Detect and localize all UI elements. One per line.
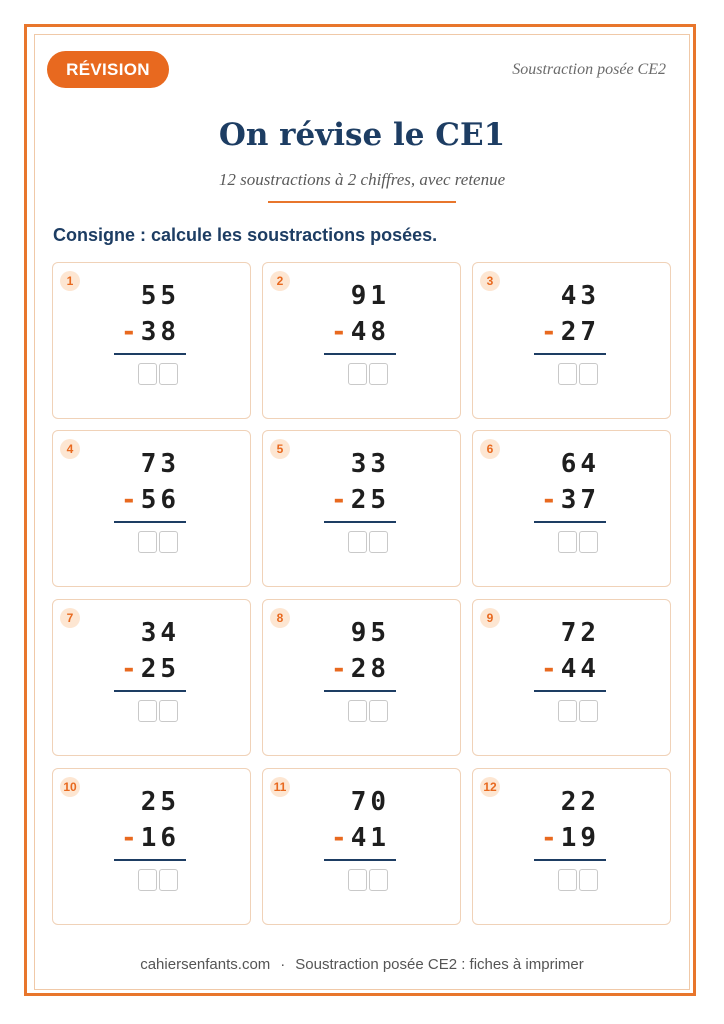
minus-sign: -	[121, 485, 141, 515]
exercise-number: 10	[60, 777, 80, 797]
exercise-card	[262, 768, 461, 925]
answer-digit-box[interactable]	[558, 700, 577, 722]
minus-sign: -	[331, 317, 351, 347]
exercise-card	[52, 262, 251, 419]
result-rule	[534, 353, 606, 355]
answer-digit-box[interactable]	[558, 531, 577, 553]
exercise-card	[472, 430, 671, 587]
result-rule	[324, 353, 396, 355]
exercise-number: 5	[270, 439, 290, 459]
answer-digit-box[interactable]	[138, 531, 157, 553]
subtrahend-line	[541, 823, 600, 853]
exercise-card	[472, 262, 671, 419]
minus-sign: -	[331, 654, 351, 684]
answer-digit-box[interactable]	[369, 869, 388, 891]
minuend: 73	[140, 449, 180, 479]
minus-sign: -	[121, 654, 141, 684]
minus-sign: -	[331, 485, 351, 515]
subtrahend: 25	[350, 485, 390, 515]
exercise-number: 3	[480, 271, 500, 291]
subtrahend-line	[541, 317, 600, 347]
minuend: 95	[350, 618, 390, 648]
footer	[0, 956, 724, 973]
result-rule	[114, 690, 186, 692]
minuend: 64	[560, 449, 600, 479]
subtrahend: 41	[350, 823, 390, 853]
exercise-number: 1	[60, 271, 80, 291]
subtrahend: 19	[560, 823, 600, 853]
subtrahend-line	[331, 823, 390, 853]
exercise-card	[472, 599, 671, 756]
answer-digit-box[interactable]	[558, 363, 577, 385]
subtrahend-line	[541, 485, 600, 515]
exercise-card	[262, 430, 461, 587]
answer-digit-box[interactable]	[369, 531, 388, 553]
subtrahend: 25	[140, 654, 180, 684]
subtrahend: 16	[140, 823, 180, 853]
answer-digit-box[interactable]	[159, 700, 178, 722]
answer-digit-box[interactable]	[138, 363, 157, 385]
minuend: 55	[140, 281, 180, 311]
instruction-text: Consigne : calcule les soustractions posées.	[53, 225, 438, 245]
answer-digit-box[interactable]	[579, 700, 598, 722]
answer-digit-box[interactable]	[579, 363, 598, 385]
answer-digit-box[interactable]	[159, 869, 178, 891]
subtrahend: 38	[140, 317, 180, 347]
minus-sign: -	[541, 317, 561, 347]
answer-digit-box[interactable]	[138, 700, 157, 722]
result-rule	[534, 521, 606, 523]
subtrahend: 48	[350, 317, 390, 347]
subtrahend-line	[121, 485, 180, 515]
subtrahend-line	[541, 654, 600, 684]
result-rule	[114, 353, 186, 355]
subtrahend-line	[331, 485, 390, 515]
minuend: 43	[560, 281, 600, 311]
result-rule	[324, 690, 396, 692]
minus-sign: -	[541, 654, 561, 684]
subtrahend-line	[121, 654, 180, 684]
answer-digit-box[interactable]	[348, 700, 367, 722]
minuend: 72	[560, 618, 600, 648]
subtrahend-line	[121, 317, 180, 347]
minus-sign: -	[121, 317, 141, 347]
exercise-number: 4	[60, 439, 80, 459]
minus-sign: -	[331, 823, 351, 853]
exercise-number: 7	[60, 608, 80, 628]
subtrahend-line	[121, 823, 180, 853]
exercise-grid	[52, 262, 672, 926]
minuend: 33	[350, 449, 390, 479]
answer-digit-box[interactable]	[348, 869, 367, 891]
exercise-number: 11	[270, 777, 290, 797]
result-rule	[114, 859, 186, 861]
minuend: 91	[350, 281, 390, 311]
revision-badge: RÉVISION	[47, 51, 169, 88]
header-topic: Soustraction posée CE2	[512, 61, 666, 78]
minus-sign: -	[541, 485, 561, 515]
subtrahend-line	[331, 654, 390, 684]
minuend: 22	[560, 787, 600, 817]
footer-separator: ·	[280, 956, 286, 973]
subtrahend: 37	[560, 485, 600, 515]
subtrahend: 44	[560, 654, 600, 684]
exercise-number: 9	[480, 608, 500, 628]
answer-digit-box[interactable]	[558, 869, 577, 891]
answer-digit-box[interactable]	[579, 869, 598, 891]
exercise-card	[52, 599, 251, 756]
answer-digit-box[interactable]	[138, 869, 157, 891]
exercise-card	[262, 599, 461, 756]
exercise-number: 12	[480, 777, 500, 797]
page-subtitle: 12 soustractions à 2 chiffres, avec retenue	[218, 170, 506, 189]
minuend: 34	[140, 618, 180, 648]
exercise-number: 8	[270, 608, 290, 628]
exercise-card	[262, 262, 461, 419]
answer-digit-box[interactable]	[579, 531, 598, 553]
footer-text: Soustraction posée CE2 : fiches à imprimer	[295, 956, 584, 973]
answer-digit-box[interactable]	[348, 531, 367, 553]
exercise-number: 2	[270, 271, 290, 291]
exercise-card	[472, 768, 671, 925]
answer-digit-box[interactable]	[348, 363, 367, 385]
minuend: 70	[350, 787, 390, 817]
minuend: 25	[140, 787, 180, 817]
result-rule	[324, 859, 396, 861]
subtrahend: 56	[140, 485, 180, 515]
exercise-number: 6	[480, 439, 500, 459]
subtrahend: 28	[350, 654, 390, 684]
result-rule	[534, 690, 606, 692]
exercise-card	[52, 430, 251, 587]
title-underline	[268, 201, 456, 203]
result-rule	[114, 521, 186, 523]
answer-digit-box[interactable]	[159, 363, 178, 385]
minus-sign: -	[121, 823, 141, 853]
result-rule	[534, 859, 606, 861]
answer-digit-box[interactable]	[159, 531, 178, 553]
subtrahend: 27	[560, 317, 600, 347]
exercise-card	[52, 768, 251, 925]
answer-digit-box[interactable]	[369, 700, 388, 722]
minus-sign: -	[541, 823, 561, 853]
answer-digit-box[interactable]	[369, 363, 388, 385]
subtrahend-line	[331, 317, 390, 347]
result-rule	[324, 521, 396, 523]
page-title: On révise le CE1	[218, 117, 506, 153]
footer-site: cahiersenfants.com	[140, 956, 271, 973]
